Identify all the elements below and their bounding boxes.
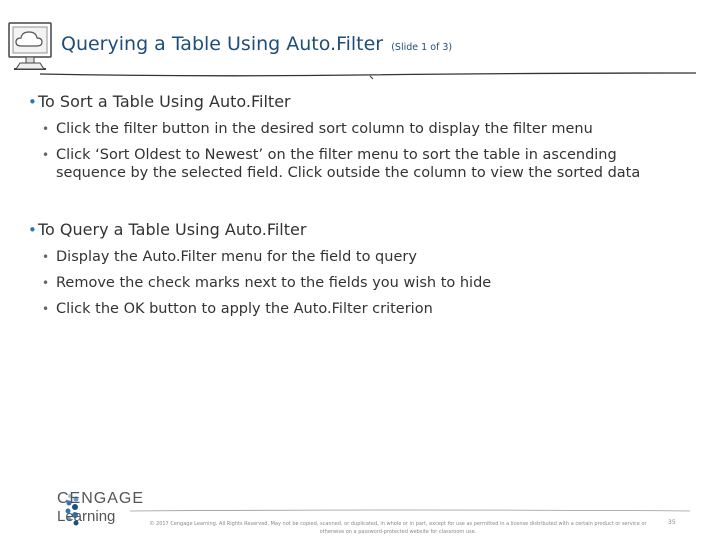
page-number: 35 [668, 519, 676, 526]
monitor-cloud-icon [6, 20, 54, 72]
slide-title [61, 33, 452, 55]
bullet-dot: • [42, 148, 50, 162]
logo-line-1: CENGAGE [57, 490, 145, 507]
bullet-l2 [28, 248, 698, 266]
bullet-l1 [28, 92, 698, 112]
bullet-dot: • [28, 93, 37, 111]
bullet-text: Display the Auto.Filter menu for the field to query [56, 249, 417, 265]
bullet-l1 [28, 220, 698, 240]
bullet-text: To Sort a Table Using Auto.Filter [38, 92, 291, 111]
bullet-dot: • [42, 250, 50, 264]
slide-title-main: Querying a Table Using Auto.Filter [61, 33, 384, 55]
bullet-dot: • [42, 122, 50, 136]
bullet-text: Remove the check marks next to the fields you wish to hide [56, 275, 492, 291]
title-divider [40, 68, 696, 84]
slide-content [28, 92, 698, 318]
bullet-dot: • [42, 276, 50, 290]
bullet-text: Click ‘Sort Oldest to Newest’ on the filter menu to sort the table in ascending sequence by the selected field. Click outside the column to view the sorted data [56, 147, 641, 181]
logo-line-2: Learning [57, 508, 116, 525]
slide-title-sub: (Slide 1 of 3) [391, 42, 453, 53]
bullet-text: Click the filter button in the desired sort column to display the filter menu [56, 121, 593, 137]
bullet-l2 [28, 274, 698, 292]
bullet-l2 [28, 146, 676, 182]
copyright-notice: © 2017 Cengage Learning. All Rights Reserved. May not be copied, scanned, or duplicated, in whole or in part, except for use as permitted in a license distributed with a certain product or service or otherwise on a password-protected website for classroom use. [149, 521, 647, 535]
bullet-l2 [28, 300, 698, 318]
bullet-dot: • [28, 221, 37, 239]
bullet-dot: • [42, 302, 50, 316]
bullet-text: To Query a Table Using Auto.Filter [38, 220, 307, 239]
footer-divider [130, 505, 690, 515]
bullet-l2 [28, 120, 698, 138]
bullet-text: Click the OK button to apply the Auto.Filter criterion [56, 301, 433, 317]
